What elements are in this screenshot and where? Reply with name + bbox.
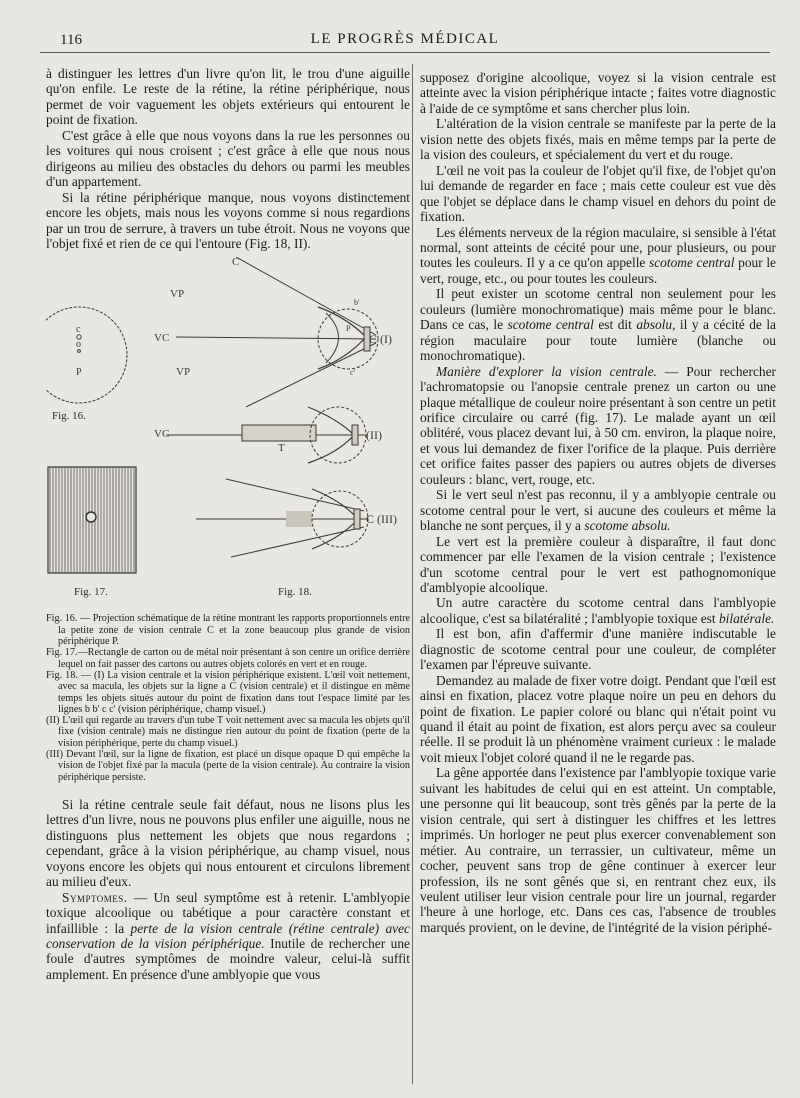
page-number: 116	[60, 32, 82, 48]
caption-fig18-II: (II) L'œil qui regarde au travers d'un tube T voit nettement avec sa macula les objets qu'il fixe (vision centrale) mais ne distingue rien autour du point de fixation (perte de la vision périphérique, perte du champ visuel.)	[46, 715, 410, 749]
paragraph: Symptomes. — Un seul symptôme est à retenir. L'amblyopie toxique alcoolique ou tabétique a pour caractère constant et infaillible : la perte de la vision centrale (rétine centrale) avec conservation de la vision périphérique. Inutile de rechercher une foule d'autres symptômes de moindre valeur, celui-là suffit amplement. En présence d'une amblyopie que vous	[46, 889, 410, 982]
left-column	[46, 66, 410, 982]
fig18-label-III: C (III)	[366, 512, 397, 527]
fig16-letter-p: P	[76, 367, 82, 379]
subheading: Manière d'explorer la vision centrale.	[436, 363, 657, 379]
paragraph: Demandez au malade de fixer votre doigt. Pendant que l'œil est ainsi en fixation, placez votre plaque noire un peu en dehors du point de fixation. Le papier coloré ou blanc qui n'était point vu quand il était au point de fixation, est alors perçu avec sa couleur réelle. Il se produit là un phénomène vraiment curieux : le malade voit mieux l'objet coloré quand il ne le regarde pas.	[420, 672, 776, 765]
figures-block	[46, 257, 410, 609]
fig18-label-b-prime: b'	[354, 298, 360, 308]
fig16-diagram	[46, 307, 127, 403]
caption-fig18: Fig. 18. — (I) La vision centrale et la vision périphérique existent. L'œil voit nettement, avec sa macula, les objets sur la ligne a C (vision centrale) et il distingue en même temps les objets situés autour du point de fixation dans tout l'espace limité par les lignes b b' c c' (vision périphérique, champ visuel.)	[46, 669, 410, 715]
fig18-diagram-II	[166, 407, 366, 463]
fig16-letter-o: o	[76, 339, 81, 351]
fig18-label: Fig. 18.	[278, 586, 312, 599]
paragraph: à distinguer les lettres d'un livre qu'on lit, le trou d'une aiguille qu'on enfile. Le reste de la rétine, la rétine périphérique, nous permet de voir vaguement les objets extérieurs qui entourent le point de fixation.	[46, 66, 410, 128]
paragraph: C'est grâce à elle que nous voyons dans la rue les personnes ou les voitures qui nous croisent ; c'est grâce à elle que nous nous dirigeons au milieu des obstacles du dehors ou parmi les meubles d'un appartement.	[46, 127, 410, 190]
fig18-label-c: C	[232, 257, 240, 269]
fig17-diagram	[48, 467, 136, 573]
fig18-label-vc-bottom: VC	[154, 428, 170, 441]
emphasis: perte de la vision centrale (rétine centrale) avec conservation de la vision périphérique.	[46, 920, 410, 951]
emphasis: scotome central	[649, 255, 735, 271]
fig18-label-II: (II)	[366, 428, 382, 443]
paragraph: La gêne apportée dans l'existence par l'amblyopie toxique varie suivant les habitudes de celui qui en est atteint. Un comptable, une personne qui lit beaucoup, sont très gênés par la perte de la vision centrale, qui sert à distinguer les chiffres et les lettres imprimés. Un horloger ne peut plus exercer convenablement son métier. Au contraire, un terrassier, un cultivateur, même un cocher, peuvent sans trop de gêne continuer à exercer leur profession, ils ne sont gênés que si, en rentrant chez eux, ils veulent utiliser leur vision centrale pour lire un journal, regarder l'heure à une horloge, etc. Dans ces cas, l'absence de troubles marqués provient, on le devine, de l'intégrité de la vision périphé-	[420, 765, 776, 935]
figures-drawing	[46, 257, 410, 609]
right-column	[420, 70, 776, 935]
fig16-letter-c: c	[76, 324, 81, 336]
fig18-label-vp-mid: VP	[176, 366, 191, 379]
fig18-label-vp-top: VP	[170, 288, 185, 301]
fig18-label-p: P	[346, 324, 351, 334]
paragraph: Le vert est la première couleur à disparaître, il faut donc commencer par elle l'examen de la vision centrale ; l'existence d'un scotome central pour le vert est pathognomonique d'amblyopie alcoolique.	[420, 533, 776, 595]
fig18-label-t: T	[278, 442, 285, 455]
caption-fig18-III: (III) Devant l'œil, sur la ligne de fixation, est placé un disque opaque D qui empêche la vision de l'objet fixé par la macula (perte de la vision centrale). Au contraire la vision périphérique persiste.	[46, 749, 410, 783]
paragraph: Si la rétine périphérique manque, nous voyons distinctement encore les objets, mais nous les voyons comme si nous regardions par un trou de serrure, à travers un tube étroit. Nous ne voyons que l'objet fixé et rien de ce qui l'entoure (Fig. 18, II).	[46, 189, 410, 251]
paragraph: Il est bon, afin d'affermir d'une manière indiscutable le diagnostic de scotome central pour une couleur, de compléter l'examen par l'épreuve suivante.	[420, 626, 776, 673]
paragraph: supposez d'origine alcoolique, voyez si la vision centrale est atteinte avec la vision périphérique intacte ; faites votre diagnostic à l'aide de ce symptôme et sans chercher plus loin.	[420, 70, 776, 116]
fig16-label: Fig. 16.	[52, 410, 86, 423]
column-rule	[412, 64, 413, 1084]
page-header	[40, 30, 770, 53]
emphasis: absolu	[636, 317, 673, 333]
emphasis: scotome central	[507, 317, 594, 333]
fig18-label-I: C (I)	[369, 332, 392, 347]
fig18-label-c-prime: c'	[350, 368, 355, 378]
emphasis: scotome absolu.	[584, 518, 671, 534]
paragraph: Si le vert seul n'est pas reconnu, il y a amblyopie centrale ou scotome central pour le vert, si aucune des couleurs et même la blanche ne sont perçues, il y a scotome absolu.	[420, 487, 776, 534]
paragraph: Si la rétine centrale seule fait défaut, nous ne lisons plus les lettres d'un livre, nous ne pouvons plus enfiler une aiguille, nous ne distinguons plus nettement les objets que nous regardons ; cependant, grâce à la vision périphérique, au champ visuel, nous voyons encore les objets qui nous entourent et circulons librement au milieu d'eux.	[46, 796, 410, 890]
fig18-diagram-III	[196, 479, 368, 557]
figure-captions	[46, 613, 410, 782]
paragraph: Les éléments nerveux de la région maculaire, si sensible à l'état normal, sont atteints de cécité pour une, pour plusieurs, ou pour toutes les couleurs. Il y a ce qu'on appelle scotome central pour le vert, rouge, etc., ou pour toutes les couleurs.	[420, 224, 777, 286]
running-title: LE PROGRÈS MÉDICAL	[310, 31, 500, 47]
caption-fig17: Fig. 17.—Rectangle de carton ou de métal noir présentant à son centre un orifice derrière lequel on fait passer des cartons ou autres objets colorés en vert et en rouge.	[46, 647, 410, 670]
paragraph: Un autre caractère du scotome central dans l'amblyopie alcoolique, c'est sa bilatéralité ; l'amblyopie toxique est bilatérale.	[420, 595, 776, 626]
paragraph: L'œil ne voit pas la couleur de l'objet qu'il fixe, de l'objet qu'on lui demande de regarder en face ; mais cette couleur est vue dès que l'objet se déplace dans le champ visuel en dehors du point de fixation.	[420, 162, 776, 225]
emphasis: bilatérale.	[718, 610, 775, 626]
paragraph: Manière d'explorer la vision centrale. — Pour rechercher l'achromatopsie ou l'anopsie centrale prenez un carton ou une plaque métallique de couleur noire présentant à son centre un petit orifice circulaire ou carré (fig. 17). Le malade ayant un œil oblitéré, vous placez devant lui, à 50 cm. environ, la plaque noire, et vous lui demandez de fixer l'orifice de la plaque. Puis derrière cet orifice faites passer des papiers ou autres objets de diverses couleurs : blanc, vert, rouge, etc.	[420, 363, 776, 487]
paragraph: Il peut exister un scotome central non seulement pour les couleurs (lumière monochromatique) mais même pour le blanc. Dans ce cas, le scotome central est dit absolu, il y a cécité de la région maculaire pour toute lumière (blanche ou monochromatique).	[420, 286, 776, 364]
fig18-label-vc-top: VC	[154, 332, 170, 345]
caption-fig16: Fig. 16. — Projection schématique de la rétine montrant les rapports proportionnels entre la petite zone de vision centrale C et la zone beaucoup plus grande de vision périphérique P.	[46, 613, 410, 648]
fig17-label: Fig. 17.	[74, 586, 108, 599]
section-heading: Symptomes.	[62, 889, 128, 905]
paragraph: L'altération de la vision centrale se manifeste par la perte de la vision nette des objets fixés, mais en même temps par la perte de la vision des couleurs, et spécialement du vert et du rouge.	[420, 116, 776, 163]
